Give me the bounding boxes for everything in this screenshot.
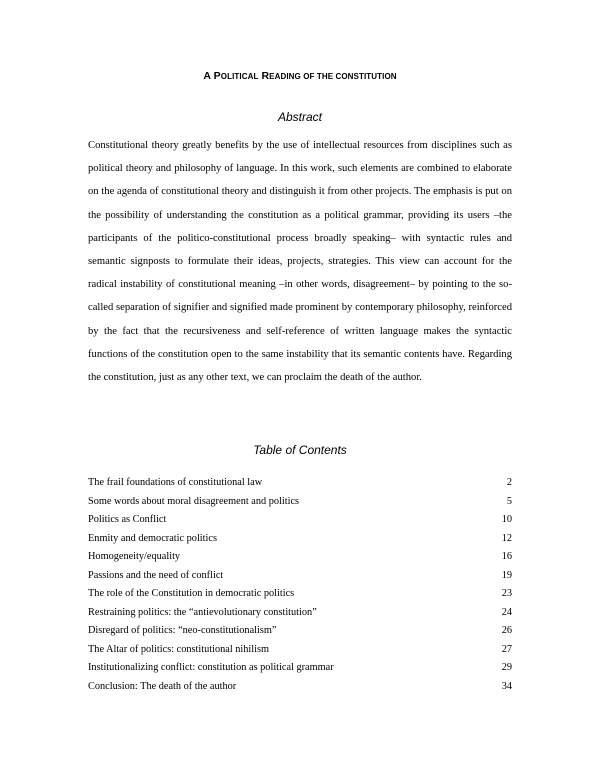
toc-entry-page: 26: [501, 625, 512, 636]
toc-entry-page: 34: [501, 680, 512, 692]
toc-entry-title: Homogeneity/equality: [88, 551, 181, 562]
toc-entry-page: 24: [501, 606, 512, 618]
title-word-reading: READING OF THE CONSTITUTION: [261, 70, 397, 82]
toc-entry-title: The role of the Constitution in democratic politics: [88, 588, 295, 599]
toc-entry-title: Institutionalizing conflict: constitution as political grammar: [88, 662, 334, 673]
toc-entry-page: 2: [506, 477, 512, 488]
toc-entry[interactable]: [88, 493, 512, 512]
toc-entry-title: Passions and the need of conflict: [88, 569, 224, 581]
toc-entry-page: 19: [501, 569, 512, 581]
toc-entry[interactable]: [88, 548, 512, 567]
title-word-political: POLITICAL: [213, 70, 259, 82]
toc-entry-title: The Altar of politics: constitutional nihilism: [88, 643, 270, 655]
title-word-a: A: [203, 70, 211, 82]
toc-entry[interactable]: [88, 474, 512, 493]
toc-entry[interactable]: [88, 530, 512, 549]
toc-entry[interactable]: [88, 585, 512, 604]
toc-entry-title: Some words about moral disagreement and politics: [88, 495, 300, 507]
abstract-text: Constitutional theory greatly benefits by the use of intellectual resources from disciplines such as political theory and philosophy of language. In this work, such elements are combined to elaborate on the agenda of constitutional theory and distinguish it from other projects. The emphasis is put on the possibility of understanding the constitution as a political grammar, providing its users –the participants of the politico-constitutional process broadly speaking– with syntactic rules and semantic signposts to formulate their ideas, projects, strategies. This view can account for the radical instability of constitutional meaning –in other words, disagreement– by pointing to the so-called separation of signifier and signified made prominent by contemporary philosophy, reinforced by the fact that the recursiveness and self-reference of written language makes the syntactic functions of the constitution open to the same instability that its semantic contents have. Regarding the constitution, just as any other text, we can proclaim the death of the author.: [88, 140, 512, 384]
toc-entry[interactable]: [88, 622, 512, 641]
toc-entry-page: 27: [501, 643, 512, 655]
toc-entry-title: The frail foundations of constitutional law: [88, 477, 263, 488]
toc-entry-page: 5: [506, 495, 512, 507]
toc-entry-page: 12: [501, 532, 512, 544]
toc-heading: Table of Contents: [253, 443, 347, 457]
toc-entry-title: Enmity and democratic politics: [88, 532, 217, 544]
toc-entry[interactable]: [88, 659, 512, 678]
document-title: [0, 70, 600, 82]
toc-entry-title: Conclusion: The death of the author: [88, 680, 237, 692]
abstract-heading: Abstract: [277, 110, 322, 124]
toc-entry-title: Restraining politics: the “antievolutionary constitution”: [88, 606, 317, 618]
table-of-contents: [88, 474, 512, 696]
toc-entry-page: 23: [501, 588, 512, 599]
toc-entry[interactable]: [88, 604, 512, 623]
toc-entry[interactable]: [88, 511, 512, 530]
toc-entry[interactable]: [88, 641, 512, 660]
toc-entry-page: 29: [501, 662, 512, 673]
toc-entry[interactable]: [88, 678, 512, 697]
toc-entry[interactable]: [88, 567, 512, 586]
toc-entry-title: Politics as Conflict: [88, 514, 167, 525]
toc-entry-page: 16: [501, 551, 512, 562]
toc-entry-title: Disregard of politics: “neo-constitutionalism”: [88, 625, 277, 636]
toc-entry-page: 10: [501, 514, 512, 525]
